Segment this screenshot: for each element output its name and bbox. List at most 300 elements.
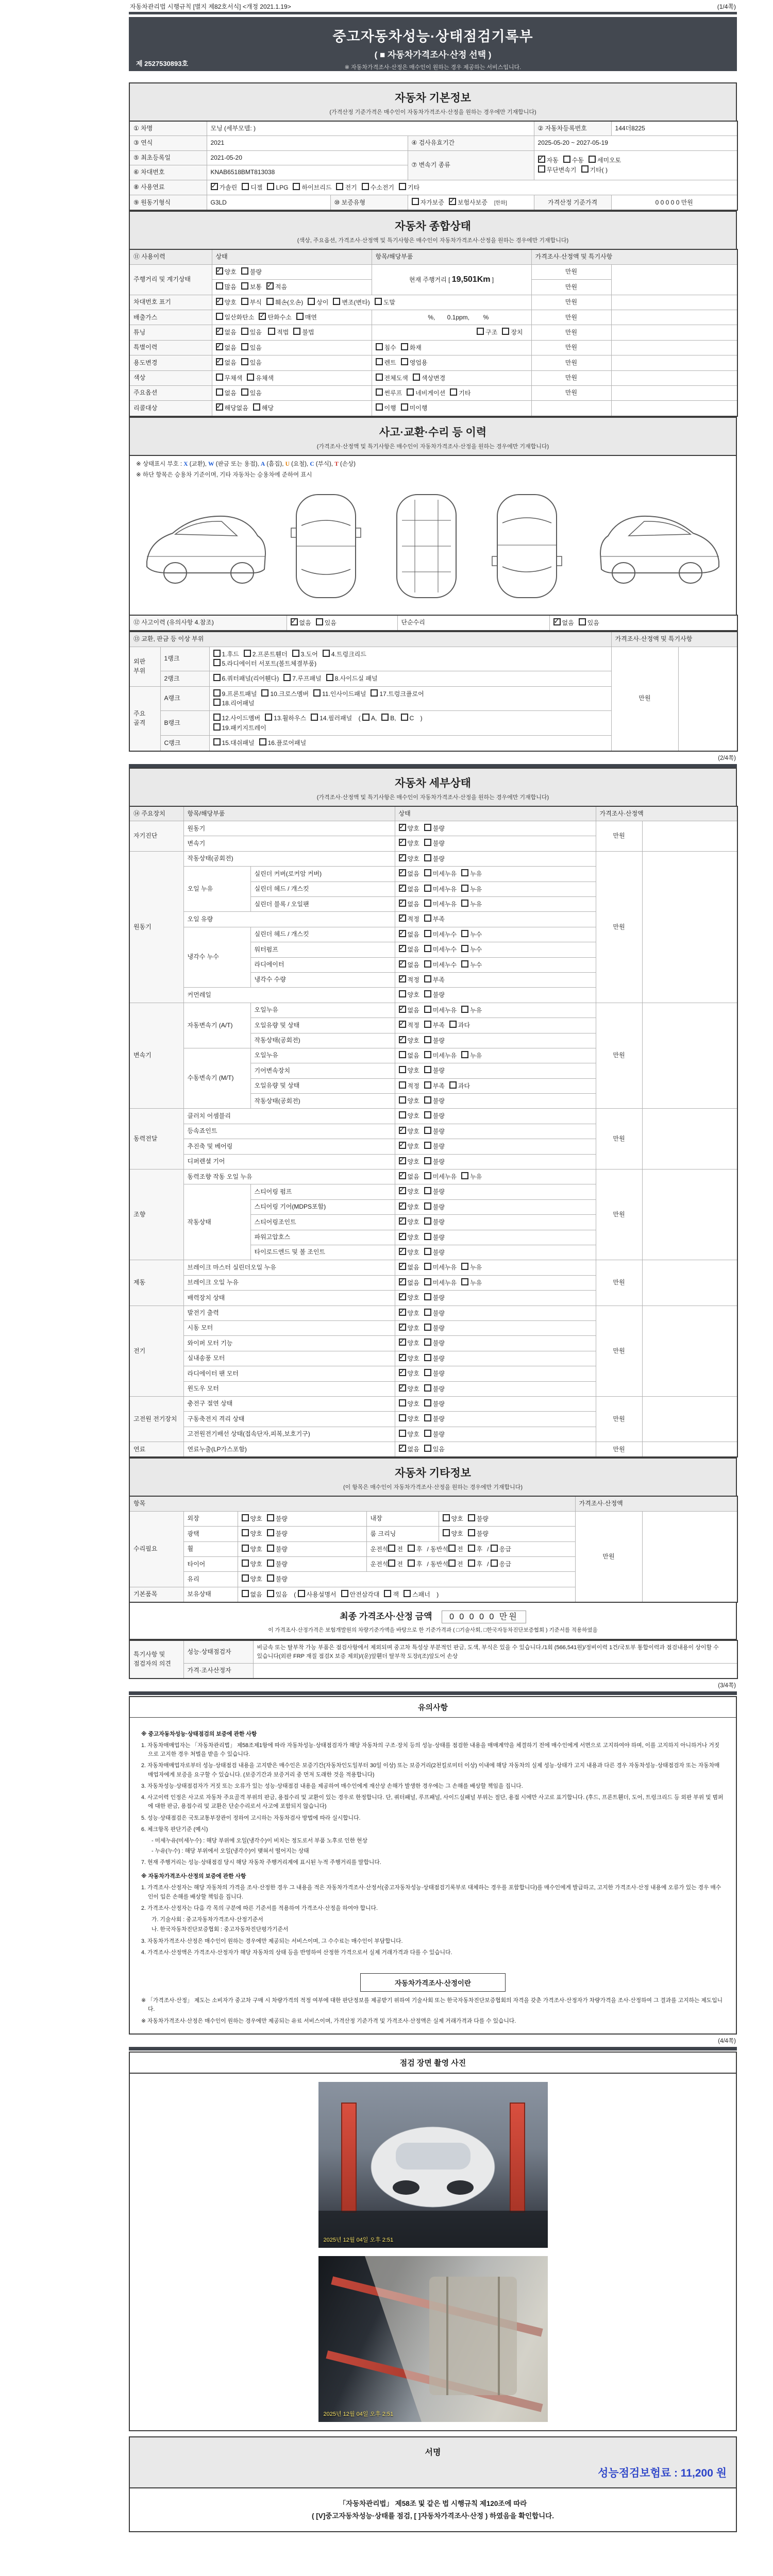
checkbox[interactable] xyxy=(461,1051,468,1058)
checkbox[interactable] xyxy=(424,975,431,982)
text: 오일 누유 xyxy=(187,885,213,893)
option-불량: 불량 xyxy=(267,1529,288,1538)
checkbox[interactable] xyxy=(399,1338,406,1346)
field-cell xyxy=(372,385,531,400)
checkbox[interactable] xyxy=(461,1006,468,1013)
checkbox[interactable] xyxy=(424,869,431,876)
checkbox[interactable] xyxy=(242,183,249,190)
section-detail-header xyxy=(129,768,737,806)
checkbox[interactable] xyxy=(267,1590,274,1597)
checkbox[interactable] xyxy=(216,298,223,305)
table-row xyxy=(129,264,737,279)
checkbox[interactable] xyxy=(424,1384,431,1392)
option-불량: 불량 xyxy=(468,1514,489,1523)
checkbox[interactable] xyxy=(424,1127,431,1134)
checkbox[interactable] xyxy=(399,1263,406,1270)
text-cell xyxy=(611,340,737,355)
checkbox[interactable] xyxy=(413,374,420,381)
text-cell xyxy=(531,355,611,370)
checkbox[interactable] xyxy=(468,1529,475,1536)
checkbox[interactable] xyxy=(371,689,378,697)
checkbox[interactable] xyxy=(424,1051,431,1058)
checkbox[interactable] xyxy=(538,165,545,173)
checkbox[interactable] xyxy=(589,156,596,163)
checkbox[interactable] xyxy=(241,282,248,290)
checkbox[interactable] xyxy=(461,960,468,968)
checkbox[interactable] xyxy=(213,674,221,681)
checkbox[interactable] xyxy=(461,1263,468,1270)
checkbox[interactable] xyxy=(399,900,406,907)
table-row xyxy=(129,355,737,370)
checkbox[interactable] xyxy=(241,298,248,305)
checkbox[interactable] xyxy=(461,1278,468,1285)
checkbox[interactable] xyxy=(399,1309,406,1316)
text: 커먼레일 xyxy=(187,991,211,998)
checkbox[interactable] xyxy=(401,714,408,721)
checkbox[interactable] xyxy=(375,298,382,305)
checkbox[interactable] xyxy=(468,1545,475,1552)
field-cell xyxy=(209,647,611,671)
checkbox[interactable] xyxy=(401,403,408,411)
checkbox[interactable] xyxy=(399,1096,406,1104)
checkbox[interactable] xyxy=(399,1187,406,1194)
checkbox[interactable] xyxy=(244,650,251,657)
field-cell xyxy=(395,882,596,896)
option-불량: 불량 xyxy=(424,1384,445,1394)
checkbox[interactable] xyxy=(242,1529,249,1536)
text-cell xyxy=(372,249,531,264)
checkbox[interactable] xyxy=(424,885,431,892)
text-cell xyxy=(183,1306,395,1320)
checkbox[interactable] xyxy=(213,689,221,697)
checkbox[interactable] xyxy=(242,1590,249,1597)
checkbox[interactable] xyxy=(424,930,431,937)
checkbox[interactable] xyxy=(424,1217,431,1225)
checkbox[interactable] xyxy=(424,1006,431,1013)
checkbox[interactable] xyxy=(424,1172,431,1179)
checkbox[interactable] xyxy=(267,1545,274,1552)
checkbox[interactable] xyxy=(424,1338,431,1346)
checkbox[interactable] xyxy=(216,374,223,381)
checkbox[interactable] xyxy=(242,1560,249,1567)
checkbox[interactable] xyxy=(384,1590,391,1597)
checkbox[interactable] xyxy=(261,689,268,697)
field-cell xyxy=(395,1094,596,1109)
checkbox[interactable] xyxy=(461,1172,468,1179)
checkbox[interactable] xyxy=(424,824,431,831)
checkbox[interactable] xyxy=(323,650,330,657)
checkbox[interactable] xyxy=(216,358,223,365)
checkbox[interactable] xyxy=(399,824,406,831)
text-cell xyxy=(611,401,737,416)
option-수소전기: 수소전기 xyxy=(362,183,394,192)
checkbox[interactable] xyxy=(268,328,275,335)
option-불량: 불량 xyxy=(424,1202,445,1212)
checkbox[interactable] xyxy=(401,358,408,365)
checkbox[interactable] xyxy=(399,1142,406,1149)
checkbox[interactable] xyxy=(211,183,218,190)
field-cell xyxy=(209,736,611,751)
option-양호: ✓ 양호 xyxy=(399,1293,419,1302)
checkbox[interactable] xyxy=(404,1590,411,1597)
checkbox[interactable] xyxy=(424,960,431,968)
checkbox[interactable] xyxy=(424,1445,431,1452)
checkbox[interactable] xyxy=(376,388,383,396)
checkbox[interactable] xyxy=(424,1369,431,1376)
checkbox[interactable] xyxy=(292,650,299,657)
checkbox[interactable] xyxy=(424,990,431,997)
checkbox[interactable] xyxy=(241,343,248,350)
checkbox[interactable] xyxy=(502,328,509,335)
field-cell xyxy=(395,1109,596,1124)
checkbox[interactable] xyxy=(399,1399,406,1406)
notice-paragraph: 3. 자동차성능·상태점검자가 거짓 또는 오류가 있는 성능·상태점검 내용을 제공하여 매수인에게 재산상 손해가 발생한 경우에는 그 손해를 배상할 책임을 집니다. xyxy=(141,1783,523,1789)
checkbox[interactable] xyxy=(399,1021,406,1028)
field-cell xyxy=(366,1557,575,1572)
checkbox[interactable] xyxy=(399,1051,406,1058)
checkbox[interactable] xyxy=(412,198,419,205)
text: / xyxy=(487,1545,491,1553)
checkbox[interactable] xyxy=(313,689,321,697)
checkbox[interactable] xyxy=(424,1309,431,1316)
text-cell xyxy=(183,1275,395,1290)
checkbox[interactable] xyxy=(259,738,266,745)
checkbox[interactable] xyxy=(408,1560,415,1567)
checkbox[interactable] xyxy=(213,659,221,666)
checkbox[interactable] xyxy=(362,714,369,721)
field-cell xyxy=(372,325,531,340)
checkbox[interactable] xyxy=(408,1545,415,1552)
option-A,: A, xyxy=(362,714,377,723)
option-양호: ✓ 양호 xyxy=(399,1369,419,1378)
checkbox[interactable] xyxy=(376,374,383,381)
checkbox[interactable] xyxy=(461,930,468,937)
checkbox[interactable] xyxy=(399,1414,406,1421)
field-cell xyxy=(212,295,531,310)
option-양호: 양호 xyxy=(399,1414,419,1423)
option-사용설명서: 사용설명서 xyxy=(298,1590,337,1599)
checkbox[interactable] xyxy=(241,388,248,396)
text-cell xyxy=(129,165,207,180)
checkbox[interactable] xyxy=(267,1560,274,1567)
checkbox[interactable] xyxy=(399,1081,406,1089)
checkbox[interactable] xyxy=(388,1560,395,1567)
text-cell xyxy=(250,1184,395,1199)
checkbox[interactable] xyxy=(291,618,298,625)
checkbox[interactable] xyxy=(443,1529,450,1536)
checkbox[interactable] xyxy=(399,990,406,997)
checkbox[interactable] xyxy=(424,1036,431,1043)
checkbox[interactable] xyxy=(308,298,315,305)
checkbox[interactable] xyxy=(449,198,456,205)
page-marker-2: (2/4쪽) xyxy=(718,755,736,761)
checkbox[interactable] xyxy=(407,388,414,396)
checkbox[interactable] xyxy=(399,839,406,846)
checkbox[interactable] xyxy=(265,714,272,721)
text-cell xyxy=(596,851,642,1003)
checkbox[interactable] xyxy=(448,1545,456,1552)
text: 브레이크 오일 누유 xyxy=(187,1279,239,1286)
checkbox[interactable] xyxy=(399,1324,406,1331)
checkbox[interactable] xyxy=(311,714,318,721)
option-없음: ✓ 없음 xyxy=(291,618,311,628)
checkbox[interactable] xyxy=(333,298,340,305)
checkbox[interactable] xyxy=(424,854,431,861)
checkbox[interactable] xyxy=(424,1430,431,1437)
checkbox[interactable] xyxy=(399,1036,406,1043)
text-cell xyxy=(183,1664,253,1679)
option-스패너: 스패너 xyxy=(404,1590,430,1599)
text-cell xyxy=(129,249,212,264)
checkbox[interactable] xyxy=(424,1399,431,1406)
text: G3LD xyxy=(210,198,227,206)
checkbox[interactable] xyxy=(477,328,484,335)
checkbox[interactable] xyxy=(399,914,406,922)
checkbox[interactable] xyxy=(293,183,300,190)
checkbox[interactable] xyxy=(399,1248,406,1255)
checkbox[interactable] xyxy=(399,1111,406,1118)
checkbox[interactable] xyxy=(216,388,223,396)
checkbox[interactable] xyxy=(399,1066,406,1073)
checkbox[interactable] xyxy=(213,714,221,721)
checkbox[interactable] xyxy=(213,650,221,657)
notice-paragraph: 7. 현재 주행거리는 성능·상태점검 당시 해당 자동차 주행거리계에 표시된 누적 주행거리를 말합니다. xyxy=(141,1859,381,1866)
checkbox[interactable] xyxy=(267,1514,274,1521)
checkbox[interactable] xyxy=(581,165,589,173)
checkbox[interactable] xyxy=(399,1430,406,1437)
checkbox[interactable] xyxy=(450,388,457,396)
checkbox[interactable] xyxy=(216,343,223,350)
checkbox[interactable] xyxy=(266,282,274,290)
checkbox[interactable] xyxy=(424,1202,431,1210)
checkbox[interactable] xyxy=(449,1021,457,1028)
checkbox[interactable] xyxy=(424,1187,431,1194)
text-cell xyxy=(183,1541,238,1556)
table-row xyxy=(129,615,737,631)
overall-condition-table xyxy=(129,249,738,416)
checkbox[interactable] xyxy=(399,183,406,190)
checkbox[interactable] xyxy=(388,1545,395,1552)
checkbox[interactable] xyxy=(399,1157,406,1164)
checkbox[interactable] xyxy=(296,313,304,320)
checkbox[interactable] xyxy=(449,1081,457,1089)
text-cell xyxy=(531,385,611,400)
checkbox[interactable] xyxy=(216,313,223,320)
checkbox[interactable] xyxy=(362,183,369,190)
checkbox[interactable] xyxy=(491,1560,498,1567)
checkbox[interactable] xyxy=(424,1111,431,1118)
checkbox[interactable] xyxy=(267,183,274,190)
checkbox[interactable] xyxy=(399,1369,406,1376)
field-cell xyxy=(395,1170,596,1184)
checkbox[interactable] xyxy=(316,618,323,625)
checkbox[interactable] xyxy=(399,930,406,937)
text-cell xyxy=(250,957,395,972)
checkbox[interactable] xyxy=(242,1545,249,1552)
option-양호: ✓ 양호 xyxy=(399,824,419,833)
checkbox[interactable] xyxy=(424,1142,431,1149)
text: 리콜대상 xyxy=(133,404,158,412)
checkbox[interactable] xyxy=(241,328,248,335)
text-cell xyxy=(183,1527,238,1541)
checkbox[interactable] xyxy=(443,1514,450,1521)
checkbox[interactable] xyxy=(399,1202,406,1210)
checkbox[interactable] xyxy=(448,1560,456,1567)
text: 만원 xyxy=(565,283,578,291)
checkbox[interactable] xyxy=(424,1157,431,1164)
checkbox[interactable] xyxy=(399,869,406,876)
checkbox[interactable] xyxy=(216,282,223,290)
checkbox[interactable] xyxy=(553,618,561,625)
checkbox[interactable] xyxy=(326,674,333,681)
checkbox[interactable] xyxy=(401,343,408,350)
checkbox[interactable] xyxy=(424,900,431,907)
checkbox[interactable] xyxy=(399,1278,406,1285)
checkbox[interactable] xyxy=(266,298,274,305)
checkbox[interactable] xyxy=(424,914,431,922)
option-보험사보증: ✓ 보험사보증 xyxy=(449,198,488,207)
checkbox[interactable] xyxy=(399,1354,406,1361)
text: 디퍼렌셜 기어 xyxy=(187,1158,225,1165)
checkbox[interactable] xyxy=(376,343,383,350)
checkbox[interactable] xyxy=(341,1590,348,1597)
text-cell xyxy=(253,1664,737,1679)
checkbox[interactable] xyxy=(399,885,406,892)
text-cell xyxy=(183,1260,395,1275)
checkbox[interactable] xyxy=(399,1217,406,1225)
checkbox[interactable] xyxy=(399,975,406,982)
checkbox[interactable] xyxy=(424,1263,431,1270)
option-미이행: 미이행 xyxy=(401,403,428,413)
checkbox[interactable] xyxy=(424,1081,431,1089)
checkbox[interactable] xyxy=(399,1384,406,1392)
checkbox[interactable] xyxy=(424,1278,431,1285)
field-cell xyxy=(395,1184,596,1199)
checkbox[interactable] xyxy=(267,1574,274,1582)
text-cell xyxy=(531,295,611,310)
checkbox[interactable] xyxy=(538,156,545,163)
option-불량: 불량 xyxy=(424,1309,445,1318)
field-cell xyxy=(395,1048,596,1063)
text: / 동반석 xyxy=(427,1545,448,1553)
text: 가격조사·산정액 및 특기사항 xyxy=(615,635,693,643)
checkbox[interactable] xyxy=(461,869,468,876)
checkbox[interactable] xyxy=(267,1529,274,1536)
checkbox[interactable] xyxy=(241,267,248,275)
checkbox[interactable] xyxy=(424,1096,431,1104)
field-cell xyxy=(287,615,397,631)
checkbox[interactable] xyxy=(283,674,291,681)
checkbox[interactable] xyxy=(213,699,221,706)
table-row xyxy=(129,340,737,355)
checkbox[interactable] xyxy=(563,156,570,163)
checkbox[interactable] xyxy=(424,1324,431,1331)
checkbox[interactable] xyxy=(461,945,468,952)
checkbox[interactable] xyxy=(579,618,586,625)
final-price-label: 최종 가격조사·산정 금액 xyxy=(340,1612,432,1622)
text: 가격산정 기준가격 xyxy=(547,198,598,206)
checkbox[interactable] xyxy=(424,839,431,846)
option-누수: 누수 xyxy=(461,960,482,970)
checkbox[interactable] xyxy=(259,313,266,320)
checkbox[interactable] xyxy=(468,1514,475,1521)
text: 동력조향 작동 오일 누유 xyxy=(187,1173,253,1180)
text-cell xyxy=(183,1381,395,1396)
checkbox[interactable] xyxy=(399,1293,406,1300)
checkbox[interactable] xyxy=(424,1293,431,1300)
checkbox[interactable] xyxy=(336,183,343,190)
checkbox[interactable] xyxy=(253,403,260,411)
checkbox[interactable] xyxy=(399,1445,406,1452)
checkbox[interactable] xyxy=(213,738,221,745)
checkbox[interactable] xyxy=(461,900,468,907)
checkbox[interactable] xyxy=(399,960,406,968)
checkbox[interactable] xyxy=(376,358,383,365)
checkbox[interactable] xyxy=(241,358,248,365)
checkbox[interactable] xyxy=(424,1021,431,1028)
checkbox[interactable] xyxy=(293,328,300,335)
text-cell xyxy=(611,385,737,400)
text-cell xyxy=(160,711,209,736)
checkbox[interactable] xyxy=(298,1590,305,1597)
checkbox[interactable] xyxy=(399,945,406,952)
field-cell xyxy=(395,1381,596,1396)
checkbox[interactable] xyxy=(424,1248,431,1255)
checkbox[interactable] xyxy=(399,1127,406,1134)
section-detail-subtitle: (가격조사·산정액 및 특기사항은 매수인이 자동차가격조사·산정을 원하는 경우에만 기재합니다) xyxy=(316,794,549,801)
checkbox[interactable] xyxy=(424,1414,431,1421)
state-code-desc: (손상) xyxy=(338,461,356,467)
text-cell xyxy=(253,1640,737,1664)
checkbox[interactable] xyxy=(216,267,223,275)
option-없음: ✓ 없음 xyxy=(399,1006,419,1015)
checkbox[interactable] xyxy=(216,328,223,335)
checkbox[interactable] xyxy=(216,403,223,411)
table-row xyxy=(129,295,737,310)
checkbox[interactable] xyxy=(399,1233,406,1240)
checkbox[interactable] xyxy=(213,723,221,731)
checkbox[interactable] xyxy=(247,374,254,381)
text: 실린더 블록 / 오일팬 xyxy=(254,900,309,908)
checkbox[interactable] xyxy=(376,403,383,411)
table-row xyxy=(129,1442,737,1458)
table-row xyxy=(129,1396,737,1411)
checkbox[interactable] xyxy=(399,1172,406,1179)
checkbox[interactable] xyxy=(491,1545,498,1552)
report-title: 중고자동차성능·상태점검기록부 xyxy=(332,29,533,44)
text: 2025-05-20 ~ 2027-05-19 xyxy=(537,139,608,147)
checkbox[interactable] xyxy=(424,1233,431,1240)
checkbox[interactable] xyxy=(461,885,468,892)
text-cell xyxy=(596,806,737,821)
field-cell xyxy=(212,264,372,279)
checkbox[interactable] xyxy=(399,854,406,861)
option-미세누유: 미세누유 xyxy=(424,1051,457,1060)
checkbox[interactable] xyxy=(424,1354,431,1361)
checkbox[interactable] xyxy=(242,1574,249,1582)
text: 차대번호 표기 xyxy=(133,298,171,306)
checkbox[interactable] xyxy=(242,1514,249,1521)
text-cell xyxy=(642,1260,737,1306)
checkbox[interactable] xyxy=(399,1006,406,1013)
text: 브레이크 마스터 실린더오일 누유 xyxy=(187,1263,276,1271)
checkbox[interactable] xyxy=(381,714,389,721)
text: 만원 xyxy=(565,268,578,276)
checkbox[interactable] xyxy=(468,1560,475,1567)
checkbox[interactable] xyxy=(424,945,431,952)
checkbox[interactable] xyxy=(424,1066,431,1073)
table-row xyxy=(129,1511,737,1526)
